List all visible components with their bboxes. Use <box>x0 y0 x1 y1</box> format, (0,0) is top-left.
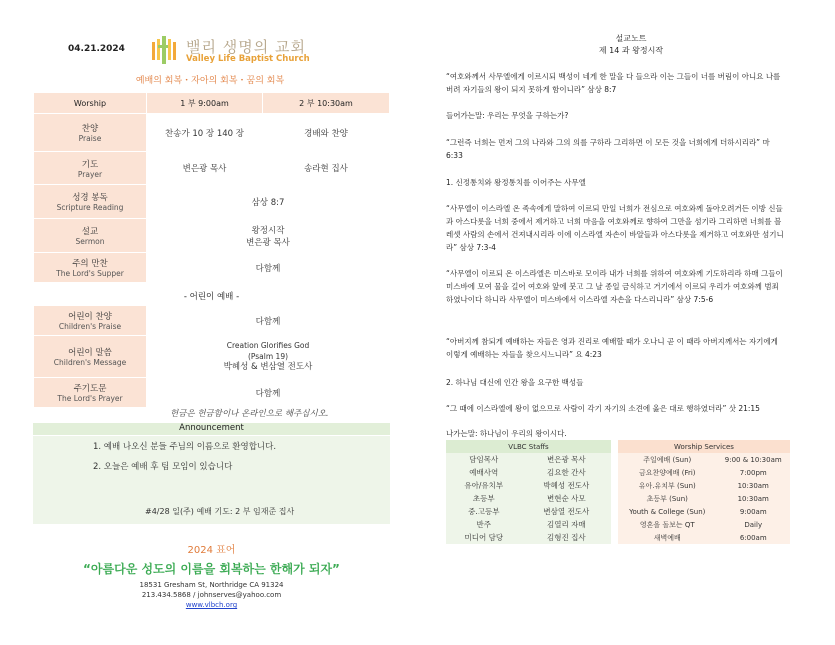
notes-paragraph: “아버지께 참되게 예배하는 자들은 영과 진리로 예배할 때가 오나니 곧 이 때라 아버지께서는 자기에게 이렇게 예배하는 자들을 찾으시느니라” 요 4:23 <box>446 337 778 359</box>
table-row: 유아/유치부 박혜성 전도사 <box>446 479 611 492</box>
header-first-service: 1 부 9:00am <box>147 93 263 114</box>
table-row: 담임목사 변은광 목사 <box>446 453 611 466</box>
notes-title: 설교노트 <box>615 34 647 43</box>
notes-paragraph: “사무엘이 이스라엘 온 족속에게 말하여 이르되 만일 너희가 전심으로 여호와께 돌아오려거든 이방 신들과 아스다롯을 너희 중에서 제거하고 너희 마음을 여호와께로 향하여 그만을 섬기라 그리하면 너희를 블레셋 사람의 손에서 건져내시리라 이에 이스라엘 자손이 바알들과 아스다롯을 제거하고 여호와만 섬기니라” 삼상 7:3-4 <box>446 204 784 252</box>
table-row <box>34 185 390 219</box>
table-row: 예배사역 김요한 간사 <box>446 466 611 479</box>
church-contact <box>33 580 390 610</box>
worship-order-table <box>33 92 390 283</box>
notes-paragraph: “사무엘이 이르되 온 이스라엘은 미스바로 모이라 내가 너희를 위하여 여호와께 기도하리라 하매 그들이 미스바에 모여 물을 길어 여호와 앞에 붓고 그 날 종일 금식하고 거기에서 이르되 우리가 여호와께 범죄하였나이다 하니라 사무엘이 미스바에서 이스라엘 자손을 다스리니라” 삼상 7:5-6 <box>446 269 783 304</box>
row-label: 찬양 Praise <box>34 114 147 152</box>
announcement-title: Announcement <box>33 423 390 435</box>
table-header-row <box>34 93 390 114</box>
table-row: 영혼을 돌보는 QT Daily <box>618 518 790 531</box>
notes-heading-1: 1. 신정통치와 왕정통치를 이어주는 사무엘 <box>446 178 586 187</box>
table-row: 새벽예배 6:00am <box>618 531 790 544</box>
notes-heading-2: 2. 하나님 대신에 인간 왕을 요구한 백성들 <box>446 378 584 387</box>
notes-subtitle: 제 14 과 왕정시작 <box>598 46 664 55</box>
row-value: 송라현 집사 <box>263 152 390 185</box>
row-label: 어린이 찬양 Children's Praise <box>34 306 147 336</box>
header-second-service: 2 부 10:30am <box>263 93 390 114</box>
row-label: 기도 Prayer <box>34 152 147 185</box>
row-value: Creation Glorifies God (Psalm 19) 박혜성 & 변삼열 전도사 <box>147 336 390 378</box>
row-value: 다함께 <box>147 253 390 283</box>
row-value: 변은광 목사 <box>147 152 263 185</box>
table-row <box>34 336 390 378</box>
table-row <box>34 378 390 408</box>
church-logo-icon <box>150 36 184 66</box>
row-value: 찬송가 10 장 140 장 <box>147 114 263 152</box>
row-label: 주의 만찬 The Lord's Supper <box>34 253 147 283</box>
kids-worship-title: - 어린이 예배 - <box>183 292 240 302</box>
notes-paragraph: “그런즉 너희는 먼저 그의 나라와 그의 의를 구하라 그리하면 이 모든 것을 너희에게 더하시리라” 마 6:33 <box>446 138 770 160</box>
address: 18531 Gresham St, Northridge CA 91324 <box>139 581 284 589</box>
row-value: 다함께 <box>147 378 390 408</box>
table-row <box>34 152 390 185</box>
row-label: 주기도문 The Lord's Prayer <box>34 378 147 408</box>
services-header: Worship Services <box>618 440 790 453</box>
year-title: 2024 표어 <box>187 545 236 556</box>
notes-paragraph: “여호와께서 사무엘에게 이르시되 백성이 네게 한 말을 다 들으라 이는 그들이 너를 버림이 아니요 나를 버려 자기들의 왕이 되지 못하게 함이니라” 삼상 8:7 <box>446 72 781 94</box>
staff-header: VLBC Staffs <box>446 440 611 453</box>
row-value: 삼상 8:7 <box>147 185 390 219</box>
table-row: 유아.유치부 (Sun) 10:30am <box>618 479 790 492</box>
table-row: 금요찬양예배 (Fri) 7:00pm <box>618 466 790 479</box>
table-row: 주일예배 (Sun) 9:00 & 10:30am <box>618 453 790 466</box>
notes-paragraph: “그 때에 이스라엘에 왕이 없으므로 사람이 각기 자기의 소견에 옳은 대로 행하였더라” 삿 21:15 <box>446 404 760 413</box>
announcement-note: #4/28 일(주) 예배 기도: 2 부 임재준 집사 <box>145 507 295 516</box>
row-value: 다함께 <box>147 306 390 336</box>
row-value: 경배와 찬양 <box>263 114 390 152</box>
staff-table <box>446 440 611 544</box>
table-row: Youth & College (Sun) 9:00am <box>618 505 790 518</box>
announcement-item: 1. 예배 나오신 분들 주님의 이름으로 환영합니다. <box>93 442 277 452</box>
notes-heading <box>446 33 816 57</box>
services-table <box>618 440 790 544</box>
church-name-en: Valley Life Baptist Church <box>186 54 310 64</box>
table-row <box>34 114 390 152</box>
table-row: 미디어 담당 김형진 집사 <box>446 531 611 544</box>
website-link[interactable]: www.vlbch.org <box>185 601 238 609</box>
table-row <box>34 306 390 336</box>
church-motto: 예배의 회복・자아의 회복・꿈의 회복 <box>135 76 285 86</box>
table-row: 초등부 (Sun) 10:30am <box>618 492 790 505</box>
row-value: 왕정시작 변은광 목사 <box>147 219 390 253</box>
notes-closing: 나가는말: 하나님이 우리의 왕이시다. <box>446 429 567 438</box>
row-label: 어린이 말씀 Children's Message <box>34 336 147 378</box>
year-slogan: “아름다운 성도의 이름을 회복하는 한해가 되자” <box>83 562 340 576</box>
bulletin-date: 04.21.2024 <box>68 44 125 54</box>
kids-worship-table <box>33 305 390 408</box>
announcement-item: 2. 오늘은 예배 후 팀 모임이 있습니다 <box>93 462 233 472</box>
row-label: 성경 봉독 Scripture Reading <box>34 185 147 219</box>
phone-email: 213.434.5868 / johnserves@yahoo.com <box>141 591 282 599</box>
table-row: 초등부 변현순 사모 <box>446 492 611 505</box>
offering-note: 헌금은 헌금함이나 온라인으로 해주십시오. <box>170 409 329 419</box>
notes-paragraph: 들어가는말: 우리는 무엇을 구하는가? <box>446 111 569 120</box>
table-row: 중.고등부 변삼열 전도사 <box>446 505 611 518</box>
table-row: 반주 김열리 자매 <box>446 518 611 531</box>
table-row <box>34 253 390 283</box>
header-worship: Worship <box>34 93 147 114</box>
row-label: 설교 Sermon <box>34 219 147 253</box>
church-name-kr: 밸리 생명의 교회 <box>186 38 306 56</box>
table-row <box>34 219 390 253</box>
